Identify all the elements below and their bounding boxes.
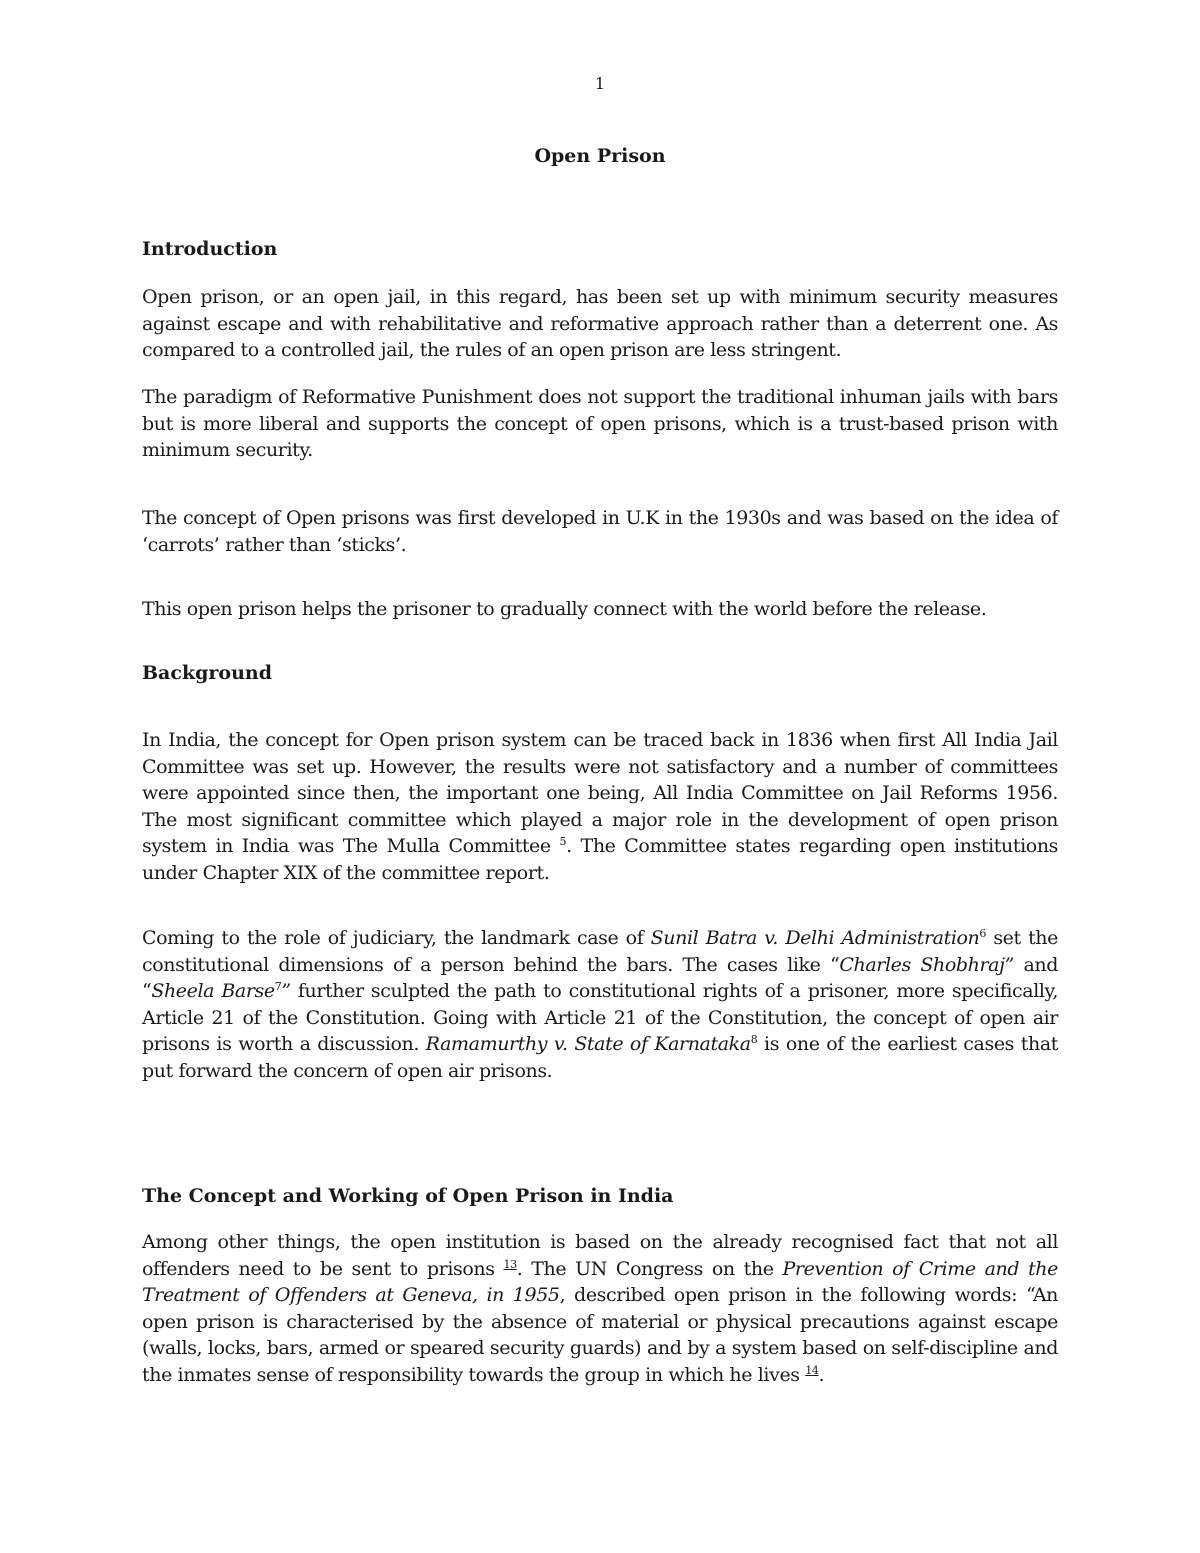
footnote-link[interactable]: 13 [503, 1257, 517, 1271]
event-name: Prevention of Crime and the Treatment of Offenders at Geneva, in 1955 [142, 1257, 1058, 1306]
background-paragraph-2: Coming to the role of judiciary, the landmark case of Sunil Batra v. Delhi Administration$^6$ set the constitutional dimensions of a person behind the bars. The cases like “Charles Shobhraj” and “Sheela Barse$^7$” further sculpted the path to constitutional rights of a prisoner, more specifically, Article 21 of the Constitution. Going with Article 21 of the Constitution, the concept of open air prisons is worth a discussion. Ramamurthy v. State of Karnataka$^8$ is one of the earliest cases that put forward the concern of open air prisons. [142, 927, 1058, 1082]
intro-paragraph-3: The concept of Open prisons was first developed in U.K in the 1930s and was based on the idea of ‘carrots’ rather than ‘sticks’. [142, 507, 1058, 556]
background-heading: Background [142, 662, 272, 684]
document-title: Open Prison [534, 145, 666, 167]
page-number: 1 [594, 74, 606, 93]
case-name: Charles Shobhraj” [839, 953, 1014, 976]
introduction-heading: Introduction [142, 238, 278, 260]
case-name: Sunil Batra v. Delhi Administration [650, 927, 980, 949]
intro-paragraph-4: This open prison helps the prisoner to gradually connect with the world before the release. [142, 598, 987, 620]
intro-paragraph-1: Open prison, or an open jail, in this regard, has been set up with minimum security measures against escape and with rehabilitative and reformative approach rather than a deterrent one. As compared to a controlled jail, the rules of an open prison are less stringent. [142, 286, 1058, 361]
footnote-ref: 6 [979, 927, 986, 940]
footnote-ref: 5 [559, 835, 567, 848]
intro-paragraph-2: The paradigm of Reformative Punishment does not support the traditional inhuman jails with bars but is more liberal and supports the concept of open prisons, which is a trust-based prison with minimum security. [142, 386, 1058, 461]
concept-heading: The Concept and Working of Open Prison in India [142, 1185, 674, 1207]
case-name: Ramamurthy v. State of Karnataka [425, 1033, 751, 1055]
concept-paragraph-1: Among other things, the open institution is based on the already recognised fact that not all offenders need to be sent to prisons $^{13}$. The UN Congress on the Prevention of Crime and the Treatment of Offenders at Geneva, in 1955, described open prison in the following words: “An open prison is characterised by the absence of material or physical precautions against escape (walls, locks, bars, armed or speared security guards) and by a system based on self-discipline and the inmates sense of responsibility towards the group in which he lives $^{14}$. [142, 1231, 1058, 1386]
background-paragraph-1: In India, the concept for Open prison system can be traced back in 1836 when first All India Jail Committee was set up. However, the results were not satisfactory and a number of committees were appointed since then, the important one being, All India Committee on Jail Reforms 1956. The most significant committee which played a major role in the development of open prison system in India was The Mulla Committee $^5$. The Committee states regarding open institutions under Chapter XIX of the committee report. [142, 729, 1059, 884]
case-name: Sheela Barse [151, 980, 275, 1002]
footnote-ref: 8 [750, 1033, 758, 1046]
footnote-ref: 7 [274, 980, 282, 993]
footnote-link[interactable]: 14 [805, 1363, 819, 1377]
